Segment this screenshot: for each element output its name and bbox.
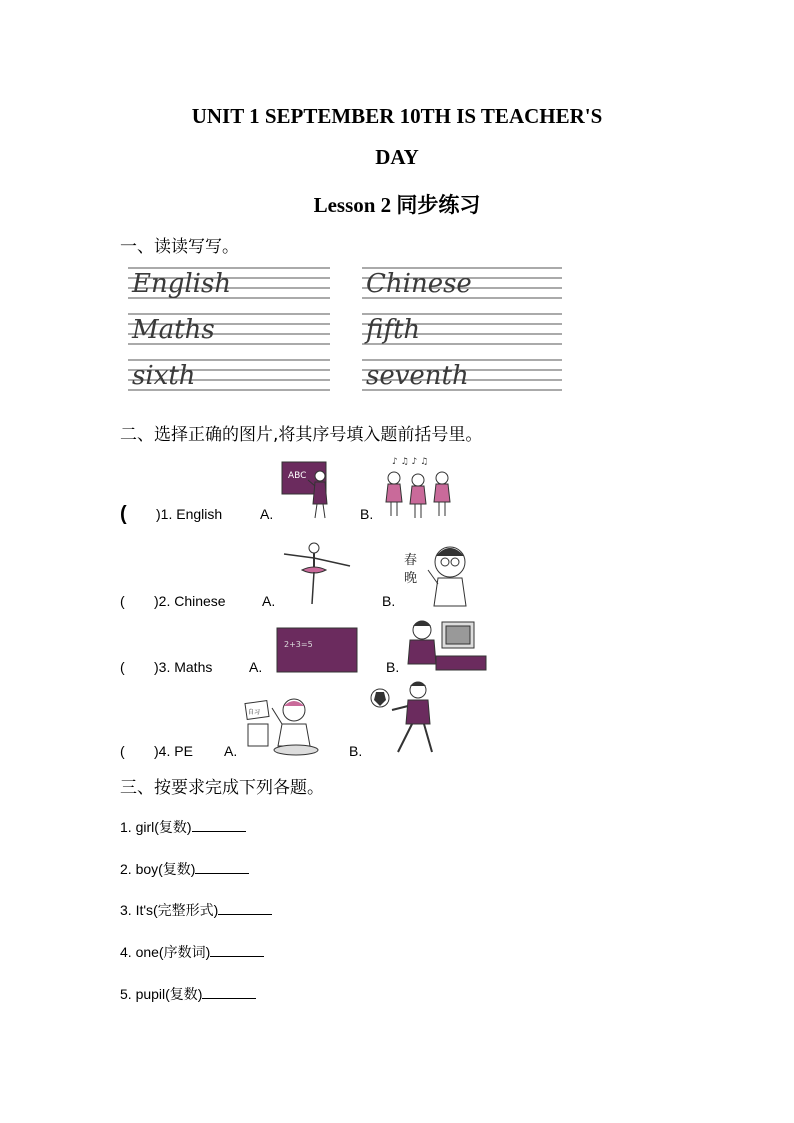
section-1-heading: 一、读读写写。 [120,237,239,257]
ballet-dancer-picture[interactable] [280,540,354,613]
answer-blank-5[interactable] [202,986,256,999]
question-2-option-b: B. [382,593,396,609]
question-3-label: )3. Maths [154,659,213,675]
exercise-item-4-text: 4. one(序数词) [120,944,211,960]
exercise-item-2-text: 2. boy(复数) [120,861,196,877]
question-1-option-b: B. [360,506,374,522]
answer-blank-4[interactable] [210,944,264,957]
chinese-new-year-boy-picture[interactable] [400,540,476,613]
word-fifth: fifth [366,315,421,345]
svg-text:春: 春 [404,553,418,568]
word-chinese: Chinese [366,269,472,299]
exercise-item-2 [120,859,249,879]
writing-practice-area [126,262,580,407]
exercise-item-1-text: 1. girl(复数) [120,819,192,835]
teacher-blackboard-picture[interactable] [280,460,336,525]
word-maths: Maths [132,315,215,345]
word-english: English [132,269,232,299]
svg-text:晚: 晚 [404,571,418,586]
svg-text:2+3=5: 2+3=5 [284,640,313,649]
question-1-label: )1. English [156,506,223,522]
question-3-paren: ( [120,659,125,675]
question-2-option-a: A. [262,593,276,609]
word-sixth: sixth [132,361,196,391]
question-4-paren: ( [120,743,125,759]
question-4-option-b: B. [349,743,363,759]
exercise-item-4 [120,942,264,962]
exercise-item-5-text: 5. pupil(复数) [120,986,203,1002]
exercise-item-3 [120,900,272,920]
studying-child-picture[interactable] [242,694,324,761]
handwriting-lines [126,262,580,407]
svg-text:♪ ♫ ♪ ♫: ♪ ♫ ♪ ♫ [392,457,429,467]
lesson-subtitle: Lesson 2 同步练习 [313,193,481,217]
question-4-option-a: A. [224,743,238,759]
question-1-option-a: A. [260,506,274,522]
answer-blank-1[interactable] [192,819,246,832]
question-4-label: )4. PE [154,743,193,759]
singing-girls-picture[interactable] [380,456,460,525]
svg-text:ABC: ABC [288,471,307,481]
math-blackboard-picture[interactable] [276,627,358,678]
question-2-paren: ( [120,593,125,609]
section-3-heading: 三、按要求完成下列各题。 [120,778,324,798]
question-3-option-a: A. [249,659,263,675]
exercise-item-1 [120,817,246,837]
question-2-label: )2. Chinese [154,593,226,609]
section-2-heading: 二、选择正确的图片,将其序号填入题前括号里。 [120,425,483,445]
svg-text:自习: 自习 [248,709,261,716]
page-title: UNIT 1 SEPTEMBER 10TH IS TEACHER'S [191,104,603,128]
answer-blank-2[interactable] [195,861,249,874]
question-3-option-b: B. [386,659,400,675]
word-seventh: seventh [366,361,469,391]
exercise-item-5 [120,984,256,1004]
soccer-boy-picture[interactable] [368,680,440,763]
page-title-continued: DAY [375,145,419,169]
answer-blank-3[interactable] [218,902,272,915]
computer-user-picture[interactable] [406,616,488,677]
exercise-item-3-text: 3. It's(完整形式) [120,902,219,918]
question-1-paren: ( [120,503,127,525]
